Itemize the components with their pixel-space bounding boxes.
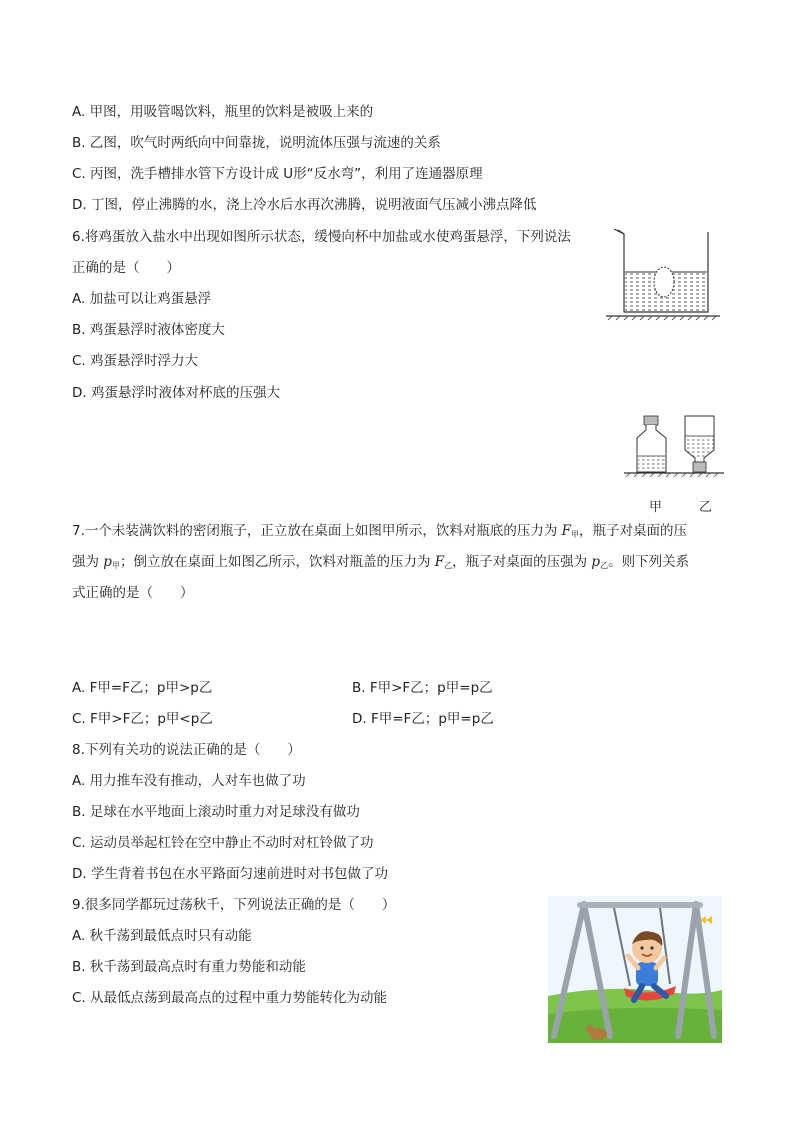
figure-label-jia: 甲 — [649, 500, 663, 515]
subscript-jia: 甲 — [111, 561, 120, 570]
q7-option-a: A. F甲=F乙；p甲>p乙 — [72, 680, 213, 696]
q7-text: 强为 — [72, 554, 104, 570]
q9-option-c: C. 从最低点荡到最高点的过程中重力势能转化为动能 — [72, 990, 388, 1006]
subscript-yi: 乙 — [444, 561, 453, 570]
figure-label-yi: 乙 — [699, 500, 713, 515]
q7-text: ，瓶子对桌面的压 — [579, 523, 688, 539]
q7-text: 。则下列关系 — [608, 554, 690, 570]
q7-text: ，瓶子对桌面的压强为 — [452, 554, 592, 570]
subscript-jia: 甲 — [571, 530, 580, 539]
swing-illustration — [548, 896, 722, 1043]
q6-option-d: D. 鸡蛋悬浮时液体对杯底的压强大 — [72, 385, 280, 401]
symbol-F: F — [561, 523, 572, 539]
q5-option-c: C. 丙图，洗手槽排水管下方设计成 U形“反水弯”，利用了连通器原理 — [72, 166, 483, 182]
q9-option-a: A. 秋千荡到最低点时只有动能 — [72, 928, 252, 944]
symbol-p: p — [591, 554, 601, 570]
q6-option-c: C. 鸡蛋悬浮时浮力大 — [72, 353, 199, 369]
q8-option-a: A. 用力推车没有推动，人对车也做了功 — [72, 773, 306, 789]
q7-text: 7.一个未装满饮料的密闭瓶子，正立放在桌面上如图甲所示，饮料对瓶底的压力为 — [72, 523, 562, 539]
q7-stem-line2 — [72, 553, 689, 575]
q5-option-a: A. 甲图，用吸管喝饮料，瓶里的饮料是被吸上来的 — [72, 104, 374, 120]
q8-option-c: C. 运动员举起杠铃在空中静止不动时对杠铃做了功 — [72, 835, 374, 851]
q5-option-d: D. 丁图，停止沸腾的水，浇上冷水后水再次沸腾，说明液面气压减小沸点降低 — [72, 197, 537, 213]
q6-option-b: B. 鸡蛋悬浮时液体密度大 — [72, 322, 225, 338]
q7-option-b: B. F甲>F乙；p甲=p乙 — [352, 680, 493, 696]
q8-stem: 8.下列有关功的说法正确的是（ ） — [72, 742, 301, 758]
symbol-p: p — [103, 554, 112, 570]
q9-stem: 9.很多同学都玩过荡秋千，下列说法正确的是（ ） — [72, 897, 396, 913]
symbol-F: F — [434, 554, 445, 570]
subscript-yi: 乙 — [600, 561, 609, 570]
beaker-egg-figure — [600, 224, 726, 326]
q7-text: ；倒立放在桌面上如图乙所示，饮料对瓶盖的压力为 — [119, 554, 435, 570]
q8-option-d: D. 学生背着书包在水平路面匀速前进时对书包做了功 — [72, 866, 388, 882]
q7-option-c: C. F甲>F乙；p甲<p乙 — [72, 711, 213, 727]
q7-option-d: D. F甲=F乙；p甲=p乙 — [352, 711, 494, 727]
q8-option-b: B. 足球在水平地面上滚动时重力对足球没有做功 — [72, 804, 360, 820]
q7-stem-line1 — [72, 522, 687, 544]
q7-stem-line3: 式正确的是（ ） — [72, 585, 194, 601]
q6-option-a: A. 加盐可以让鸡蛋悬浮 — [72, 291, 212, 307]
q5-option-b: B. 乙图，吹气时两纸向中间靠拢，说明流体压强与流速的关系 — [72, 135, 441, 151]
bottles-figure — [622, 414, 726, 492]
q6-stem-line1: 6.将鸡蛋放入盐水中出现如图所示状态，缓慢向杯中加盐或水使鸡蛋悬浮，下列说法 — [72, 229, 571, 245]
q9-option-b: B. 秋千荡到最高点时有重力势能和动能 — [72, 959, 306, 975]
q6-stem-line2: 正确的是（ ） — [72, 260, 180, 276]
